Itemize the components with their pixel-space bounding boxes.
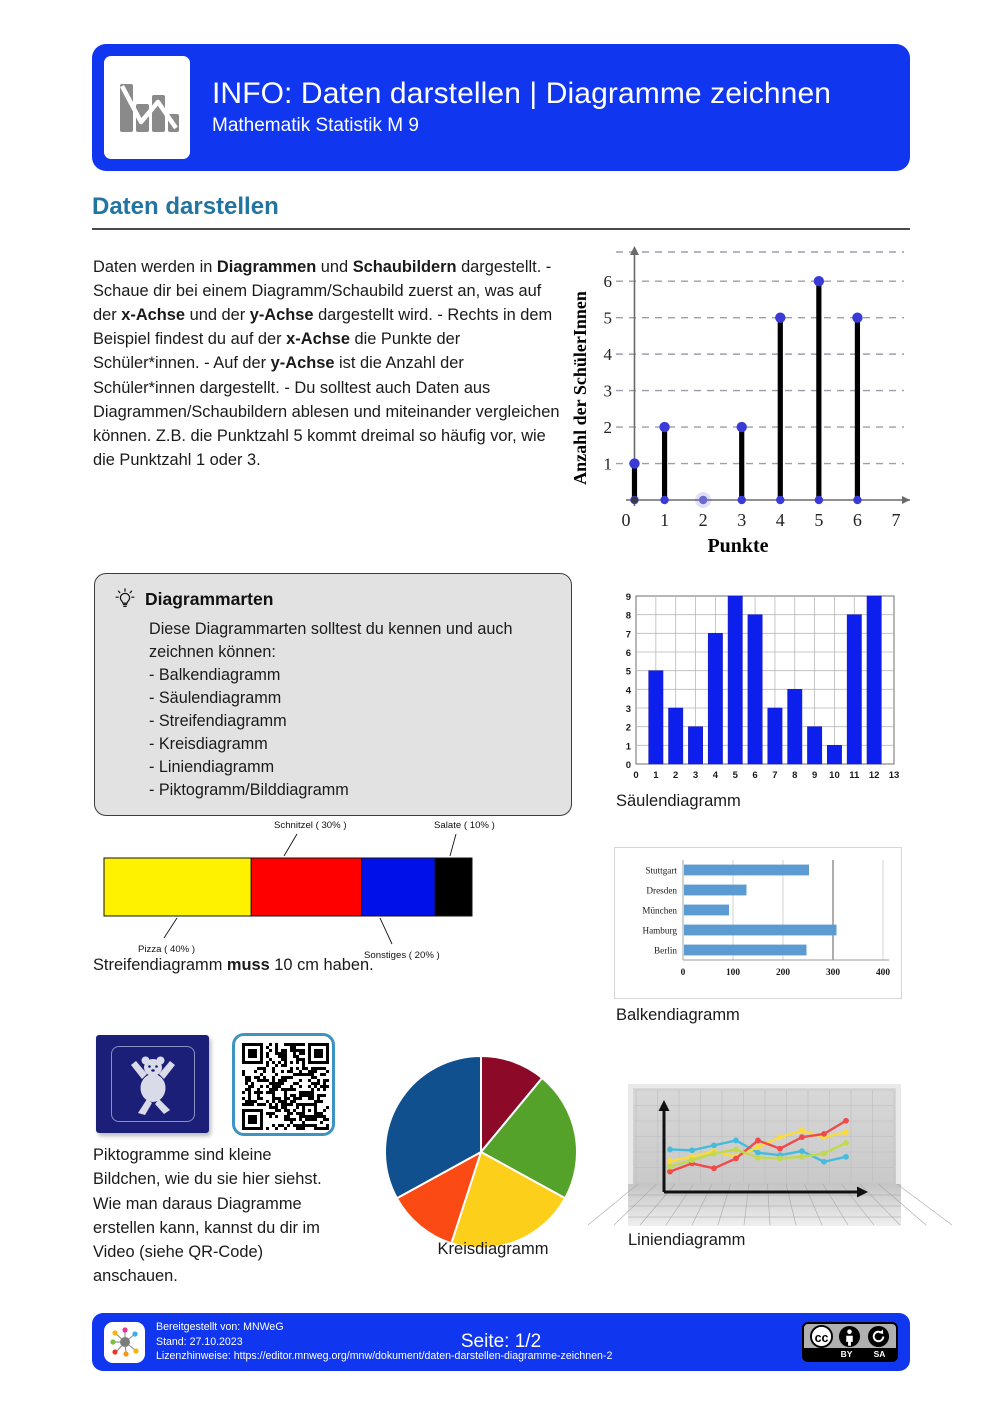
- bar-bars: [684, 865, 837, 956]
- tipbox-title: Diagrammarten: [145, 588, 274, 609]
- cc-label-row: [804, 1348, 896, 1360]
- cc-icon-row: [804, 1324, 896, 1348]
- pictogram-sign: [96, 1035, 209, 1133]
- qr-code-icon[interactable]: [242, 1043, 329, 1130]
- svg-text:2: 2: [673, 770, 679, 781]
- tipbox-item-4: - Liniendiagramm: [149, 758, 275, 776]
- kreisdiagramm-chart: [382, 1053, 580, 1251]
- svg-text:München: München: [642, 905, 677, 916]
- svg-text:3: 3: [603, 381, 612, 401]
- tipbox-body: [149, 618, 559, 802]
- saeulendiagramm-caption: Säulendiagramm: [616, 792, 741, 810]
- footer-stand-date: Stand: 27.10.2023: [156, 1335, 243, 1348]
- svg-text:6: 6: [603, 272, 612, 292]
- balkendiagramm-caption: Balkendiagramm: [616, 1006, 740, 1024]
- tipbox-item-0: - Balkendiagramm: [149, 666, 281, 684]
- streifendiagramm-chart: [92, 818, 562, 961]
- pictogram-description: Piktogramme sind kleine Bildchen, wie du sie hier siehst. Wie man daraus Diagramme erstellen kann, kannst du dir im Video (siehe QR-Code) anschauen.: [93, 1146, 322, 1286]
- stem-gridlines: [616, 252, 904, 464]
- footer-logo: [104, 1322, 145, 1363]
- svg-text:4: 4: [775, 510, 785, 530]
- stem-yaxis-label: Anzahl der SchülerInnen: [570, 291, 590, 485]
- page-header: [92, 44, 910, 171]
- bar-xtick-labels: [681, 968, 891, 978]
- svg-text:Stuttgart: Stuttgart: [645, 865, 677, 876]
- svg-text:9: 9: [625, 592, 631, 603]
- stem-xaxis-label: Punkte: [707, 535, 769, 557]
- svg-text:0: 0: [680, 968, 686, 978]
- svg-text:300: 300: [825, 968, 841, 978]
- mnweg-network-logo-icon: [109, 1326, 141, 1358]
- svg-text:7: 7: [772, 770, 778, 781]
- cc-by-label: BY: [840, 1349, 853, 1360]
- page-footer: [92, 1313, 910, 1371]
- liniendiagramm-chart: [628, 1084, 901, 1226]
- svg-text:4: 4: [603, 345, 612, 365]
- strip-segments: [104, 858, 472, 916]
- svg-text:2: 2: [603, 418, 612, 438]
- svg-text:Berlin: Berlin: [654, 945, 677, 956]
- streifendiagramm-caption: Streifendiagramm muss 10 cm haben.: [93, 956, 374, 974]
- svg-text:Sonstiges ( 20% ): Sonstiges ( 20% ): [364, 950, 440, 961]
- svg-text:2: 2: [625, 722, 631, 734]
- stem-plot-svg: [566, 238, 912, 558]
- header-text-block: [212, 77, 831, 138]
- cc-sa-share-alike-icon: [867, 1325, 890, 1348]
- berlin-bear-pictogram-icon: [125, 1053, 181, 1115]
- intro-paragraph: Daten werden in Diagrammen und Schaubildern dargestellt. - Schaue dir bei einem Diagramm/Schaubild zuerst an, was auf der x-Achse und der y-Achse dargestellt wird. - Rechts in dem Beispiel findest du auf der x-Achse die Punkte der Schüler*innen. - Auf der y-Achse ist die Anzahl der Schüler*innen dargestellt. - Du solltest auch Daten aus Diagrammen/Schaubildern ablesen und miteinander vergleichen können. Z.B. die Punktzahl 5 kommt dreimal so häufig vor, wie die Punktzahl 1 oder 3.: [93, 258, 560, 469]
- page-title: INFO: Daten darstellen | Diagramme zeichnen: [212, 76, 832, 110]
- header-logo: [104, 56, 190, 159]
- qr-code-box[interactable]: [232, 1033, 335, 1136]
- liniendiagramm-caption: Liniendiagramm: [628, 1231, 746, 1249]
- tipbox-item-2: - Streifendiagramm: [149, 712, 287, 730]
- svg-text:5: 5: [814, 510, 824, 530]
- svg-text:1: 1: [625, 741, 631, 753]
- bar-chart-logo-icon: [114, 76, 180, 140]
- tipbox-item-list: [149, 664, 559, 802]
- svg-text:6: 6: [752, 770, 758, 781]
- svg-text:0: 0: [625, 760, 631, 771]
- svg-text:7: 7: [625, 629, 631, 641]
- pie-slices: [385, 1056, 577, 1248]
- svg-text:Schnitzel ( 30% ): Schnitzel ( 30% ): [274, 820, 347, 831]
- cc-logo-icon: [810, 1325, 833, 1348]
- svg-text:12: 12: [868, 770, 880, 781]
- cc-sa-label: SA: [873, 1349, 886, 1360]
- svg-text:13: 13: [888, 770, 900, 781]
- svg-text:10: 10: [829, 770, 840, 781]
- stem-plot-chart: [566, 238, 912, 558]
- tipbox-intro-text: Diese Diagrammarten solltest du kennen und auch zeichnen können:: [149, 620, 513, 661]
- svg-text:2: 2: [698, 510, 708, 530]
- svg-text:4: 4: [712, 770, 719, 781]
- balkendiagramm-svg: [615, 848, 901, 998]
- svg-text:0: 0: [621, 510, 631, 530]
- svg-text:8: 8: [625, 610, 631, 622]
- kreisdiagramm-caption: Kreisdiagramm: [437, 1240, 549, 1258]
- liniendiagramm-svg: [628, 1084, 901, 1226]
- svg-text:100: 100: [725, 968, 741, 978]
- svg-text:1: 1: [653, 770, 659, 781]
- balkendiagramm-chart: [614, 847, 902, 999]
- svg-text:9: 9: [811, 770, 818, 781]
- svg-text:6: 6: [852, 510, 862, 530]
- tipbox-item-5: - Piktogramm/Bilddiagramm: [149, 781, 349, 799]
- svg-text:3: 3: [625, 704, 631, 715]
- stem-data-series: [629, 276, 862, 508]
- bar-category-labels: [642, 866, 677, 956]
- svg-text:Dresden: Dresden: [646, 885, 677, 896]
- svg-text:5: 5: [732, 770, 738, 781]
- tipbox-item-3: - Kreisdiagramm: [149, 735, 268, 753]
- footer-license-note[interactable]: Lizenzhinweise: https://editor.mnweg.org/mnw/dokument/daten-darstellen-diagramme-zeichnen-2: [156, 1350, 613, 1363]
- section-divider: [92, 228, 910, 230]
- footer-page-number: Seite: 1/2: [460, 1331, 542, 1352]
- footer-provided-by: Bereitgestellt von: MNWeG: [156, 1321, 284, 1334]
- svg-text:1: 1: [603, 454, 612, 474]
- section-title: Daten darstellen: [92, 193, 279, 220]
- svg-text:6: 6: [625, 648, 631, 659]
- streifendiagramm-svg: [92, 818, 562, 961]
- pictogram-sign-frame: [111, 1046, 195, 1122]
- stem-axes: [626, 246, 910, 506]
- svg-text:4: 4: [625, 685, 631, 697]
- svg-text:400: 400: [875, 968, 891, 978]
- svg-text:Salate ( 10% ): Salate ( 10% ): [434, 820, 495, 831]
- svg-text:5: 5: [625, 666, 631, 678]
- svg-text:7: 7: [891, 510, 901, 530]
- svg-text:cc: cc: [814, 1330, 829, 1345]
- tipbox-item-1: - Säulendiagramm: [149, 689, 282, 707]
- cc-by-person-icon: [838, 1325, 861, 1348]
- svg-text:Pizza ( 40% ): Pizza ( 40% ): [138, 944, 196, 955]
- saeulendiagramm-chart: [614, 588, 904, 793]
- svg-text:Hamburg: Hamburg: [642, 925, 677, 936]
- saeulendiagramm-svg: [614, 588, 904, 793]
- tipbox-header: [115, 588, 273, 610]
- footer-metadata: [156, 1320, 612, 1364]
- svg-text:8: 8: [792, 770, 798, 781]
- lightbulb-icon: [115, 588, 135, 610]
- svg-text:200: 200: [775, 968, 791, 978]
- svg-text:11: 11: [849, 770, 860, 781]
- svg-text:0: 0: [633, 770, 639, 781]
- svg-text:1: 1: [660, 510, 670, 530]
- svg-text:3: 3: [737, 510, 747, 530]
- svg-text:5: 5: [603, 308, 612, 328]
- creative-commons-badge: [802, 1322, 898, 1362]
- page-subtitle: Mathematik Statistik M 9: [212, 115, 419, 137]
- kreisdiagramm-svg: [382, 1053, 580, 1251]
- diagrammarten-box: [94, 573, 572, 816]
- svg-text:3: 3: [692, 770, 699, 781]
